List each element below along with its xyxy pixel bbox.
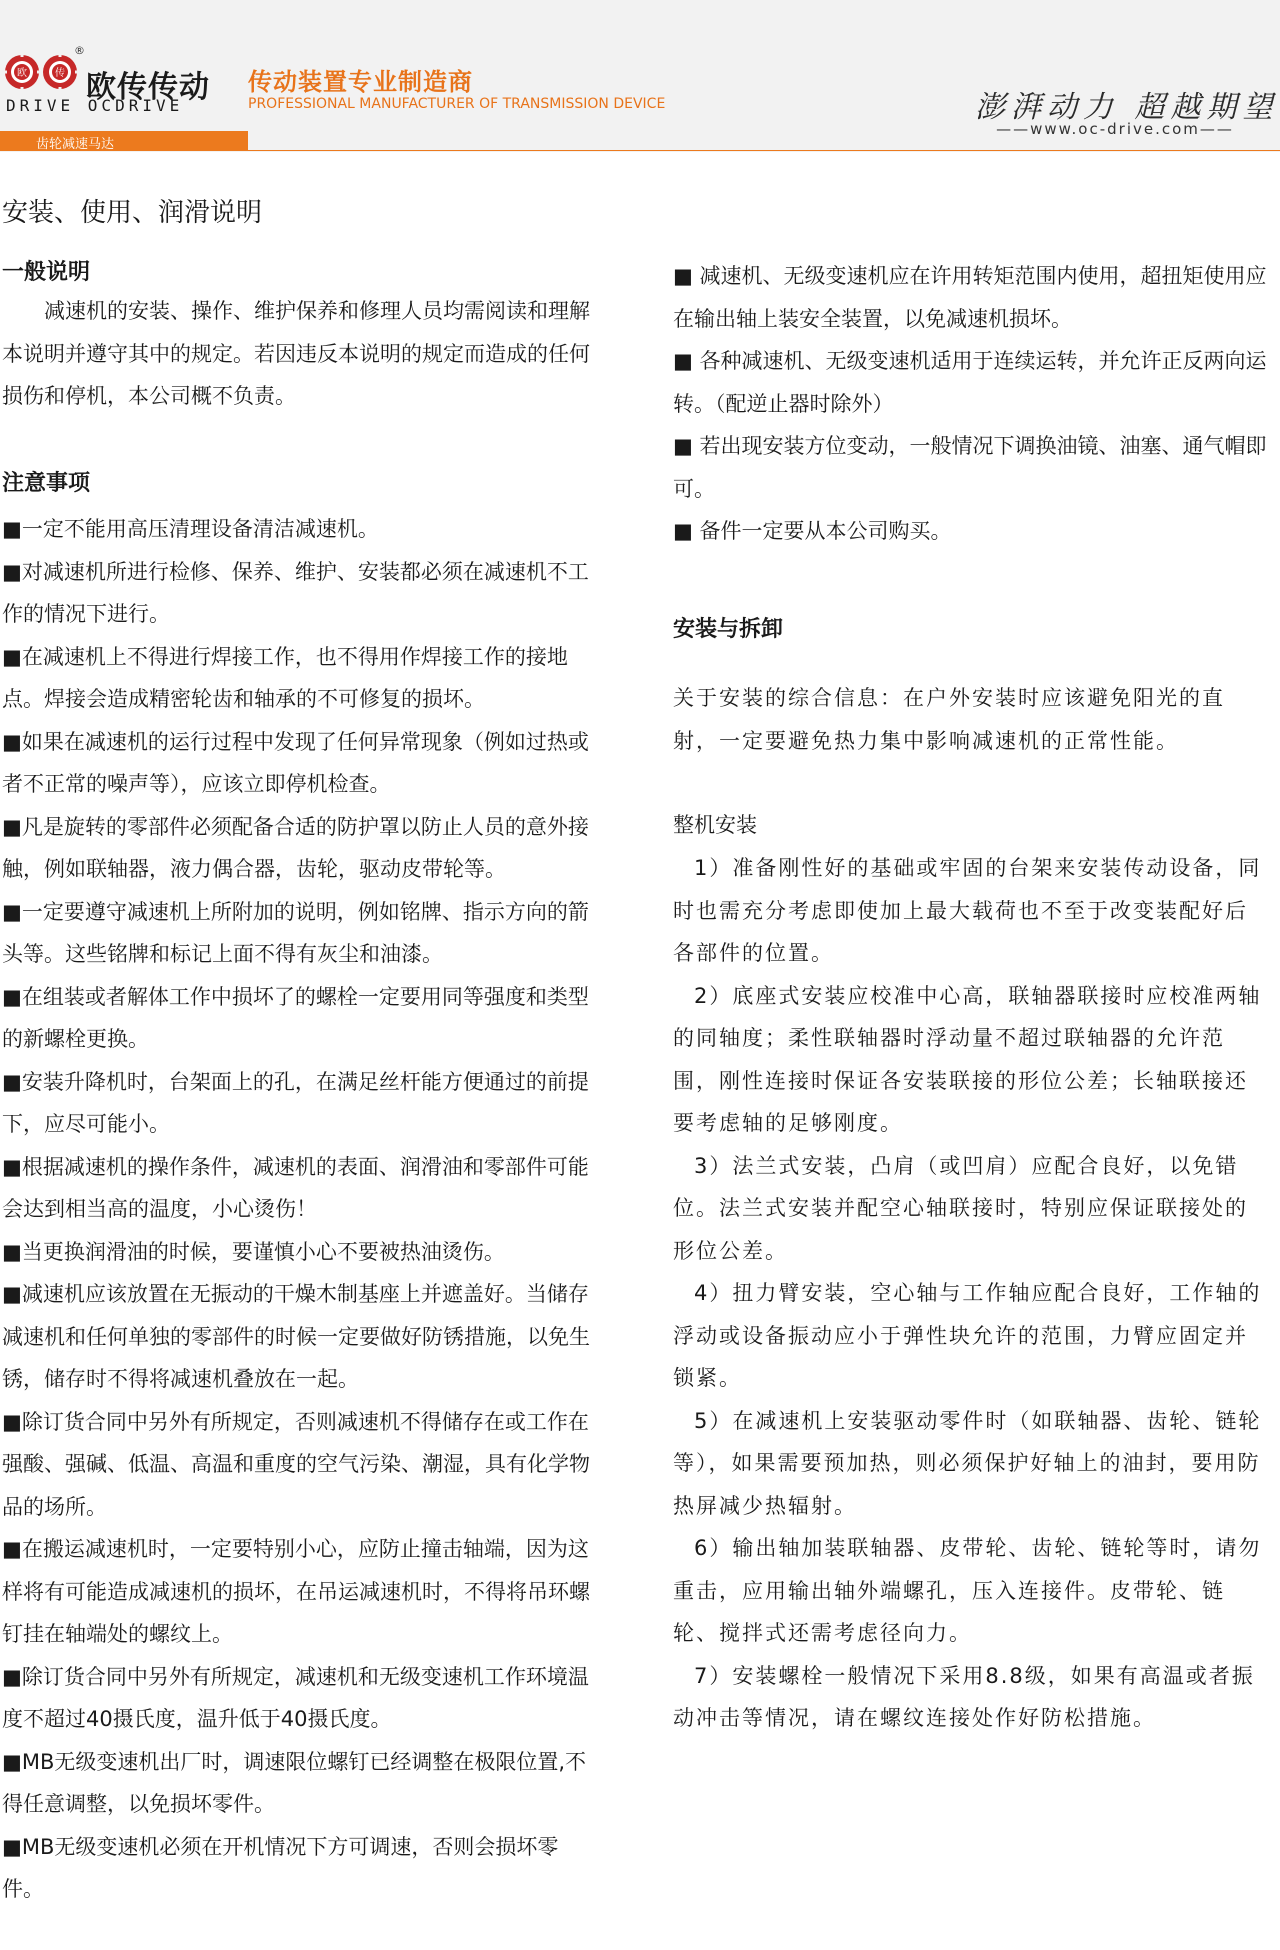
install-step: 7）安装螺栓一般情况下采用8.8级，如果有高温或者振动冲击等情况，请在螺纹连接处作好防松措施。 — [673, 1663, 1255, 1730]
general-heading: 一般说明 — [2, 260, 91, 285]
note-item: ■除订货合同中另外有所规定，减速机和无级变速机工作环境温度不超过40摄氏度，温升低于40摄氏度。 — [2, 1664, 589, 1731]
whole-install-heading: 整机安装 — [673, 813, 757, 837]
tagline-cn: 传动装置专业制造商 — [248, 68, 473, 96]
install-step: 2）底座式安装应校准中心高，联轴器联接时应校准两轴的同轴度；柔性联轴器时浮动量不超过联轴器的允许范围，刚性连接时保证各安装联接的形位公差；长轴联接还要考虑轴的足够刚度。 — [673, 983, 1262, 1135]
registered-mark: ® — [74, 44, 85, 57]
note-item: ■ 减速机、无级变速机应在许用转矩范围内使用，超扭矩使用应在输出轴上装安全装置，以免减速机损坏。 — [673, 264, 1267, 331]
note-item: ■减速机应该放置在无振动的干燥木制基座上并遮盖好。当储存减速机和任何单独的零部件的时候一定要做好防锈措施，以免生锈，储存时不得将减速机叠放在一起。 — [2, 1282, 590, 1391]
brand-name-cn: 欧传传动 — [86, 70, 210, 105]
notes-heading: 注意事项 — [2, 471, 91, 496]
note-item: ■对减速机所进行检修、保养、维护、安装都必须在减速机不工作的情况下进行。 — [2, 559, 589, 626]
svg-text:传: 传 — [55, 68, 65, 79]
brand-name-en: DRIVE OCDRIVE — [6, 96, 184, 115]
page-title: 安装、使用、润滑说明 — [2, 198, 263, 228]
note-item: ■ 若出现安装方位变动，一般情况下调换油镜、油塞、通气帽即可。 — [673, 434, 1267, 501]
note-item: ■在搬运减速机时，一定要特别小心，应防止撞击轴端，因为这样将有可能造成减速机的损坏，在吊运减速机时，不得将吊环螺钉挂在轴端处的螺纹上。 — [2, 1537, 590, 1646]
header-rule — [248, 150, 1280, 151]
gears-logo-icon — [2, 50, 82, 94]
note-item: ■ 各种减速机、无级变速机适用于连续运转，并允许正反两向运转。（配逆止器时除外） — [673, 349, 1267, 416]
notes-list — [2, 508, 592, 1911]
install-step: 6）输出轴加装联轴器、皮带轮、齿轮、链轮等时，请勿重击，应用输出轴外端螺孔，压入连接件。皮带轮、链轮、搅拌式还需考虑径向力。 — [673, 1536, 1262, 1645]
install-intro: 关于安装的综合信息：在户外安装时应该避免阳光的直射，一定要避免热力集中影响减速机的正常性能。 — [673, 686, 1225, 753]
install-step: 1）准备刚性好的基础或牢固的台架来安装传动设备，同时也需充分考虑即使加上最大载荷也不至于改变装配好后各部件的位置。 — [673, 856, 1262, 965]
note-item: ■在减速机上不得进行焊接工作，也不得用作焊接工作的接地点。焊接会造成精密轮齿和轴承的不可修复的损坏。 — [2, 644, 568, 711]
tagline-en: PROFESSIONAL MANUFACTURER OF TRANSMISSION DEVICE — [248, 96, 666, 112]
right-notes-list — [673, 255, 1268, 553]
install-heading: 安装与拆卸 — [673, 617, 784, 642]
general-text: 减速机的安装、操作、维护保养和修理人员均需阅读和理解本说明并遵守其中的规定。若因违反本说明的规定而造成的任何损伤和停机，本公司概不负责。 — [2, 299, 590, 408]
note-item: ■ 备件一定要从本公司购买。 — [673, 519, 952, 543]
slogan: 澎湃动力 超越期望 — [975, 90, 1279, 125]
note-item: ■根据减速机的操作条件，减速机的表面、润滑油和零部件可能会达到相当高的温度，小心烫伤！ — [2, 1154, 589, 1221]
website-url[interactable]: ——www.oc-drive.com—— — [996, 120, 1234, 138]
install-step: 5）在减速机上安装驱动零件时（如联轴器、齿轮、链轮等），如果需要预加热，则必须保护好轴上的油封，要用防热屏减少热辐射。 — [673, 1408, 1262, 1518]
note-item: ■一定要遵守减速机上所附加的说明，例如铭牌、指示方向的箭头等。这些铭牌和标记上面不得有灰尘和油漆。 — [2, 899, 589, 966]
note-item: ■当更换润滑油的时候，要谨慎小心不要被热油烫伤。 — [2, 1239, 505, 1264]
note-item: ■凡是旋转的零部件必须配备合适的防护罩以防止人员的意外接触，例如联轴器，液力偶合器，齿轮，驱动皮带轮等。 — [2, 814, 589, 881]
svg-text:欧: 欧 — [17, 68, 27, 79]
install-step: 3）法兰式安装，凸肩（或凹肩）应配合良好，以免错位。法兰式安装并配空心轴联接时，特别应保证联接处的形位公差。 — [673, 1153, 1248, 1263]
note-item: ■安装升降机时，台架面上的孔，在满足丝杆能方便通过的前提下，应尽可能小。 — [2, 1069, 589, 1136]
note-item: ■除订货合同中另外有所规定，否则减速机不得储存在或工作在强酸、强碱、低温、高温和重度的空气污染、潮湿，具有化学物品的场所。 — [2, 1409, 590, 1519]
note-item: ■MB无级变速机必须在开机情况下方可调速，否则会损坏零件。 — [2, 1834, 559, 1901]
note-item: ■一定不能用高压清理设备清洁减速机。 — [2, 517, 379, 541]
note-item: ■如果在减速机的运行过程中发现了任何异常现象（例如过热或者不正常的噪声等），应该立即停机检查。 — [2, 729, 589, 796]
category-label: 齿轮减速马达 — [36, 137, 115, 152]
install-steps — [673, 847, 1268, 1740]
note-item: ■在组装或者解体工作中损坏了的螺栓一定要用同等强度和类型的新螺栓更换。 — [2, 984, 589, 1051]
note-item: ■MB无级变速机出厂时，调速限位螺钉已经调整在极限位置,不得任意调整，以免损坏零件。 — [2, 1749, 587, 1816]
install-step: 4）扭力臂安装，空心轴与工作轴应配合良好，工作轴的浮动或设备振动应小于弹性块允许的范围，力臂应固定并锁紧。 — [673, 1281, 1262, 1390]
page-header — [0, 0, 1280, 152]
